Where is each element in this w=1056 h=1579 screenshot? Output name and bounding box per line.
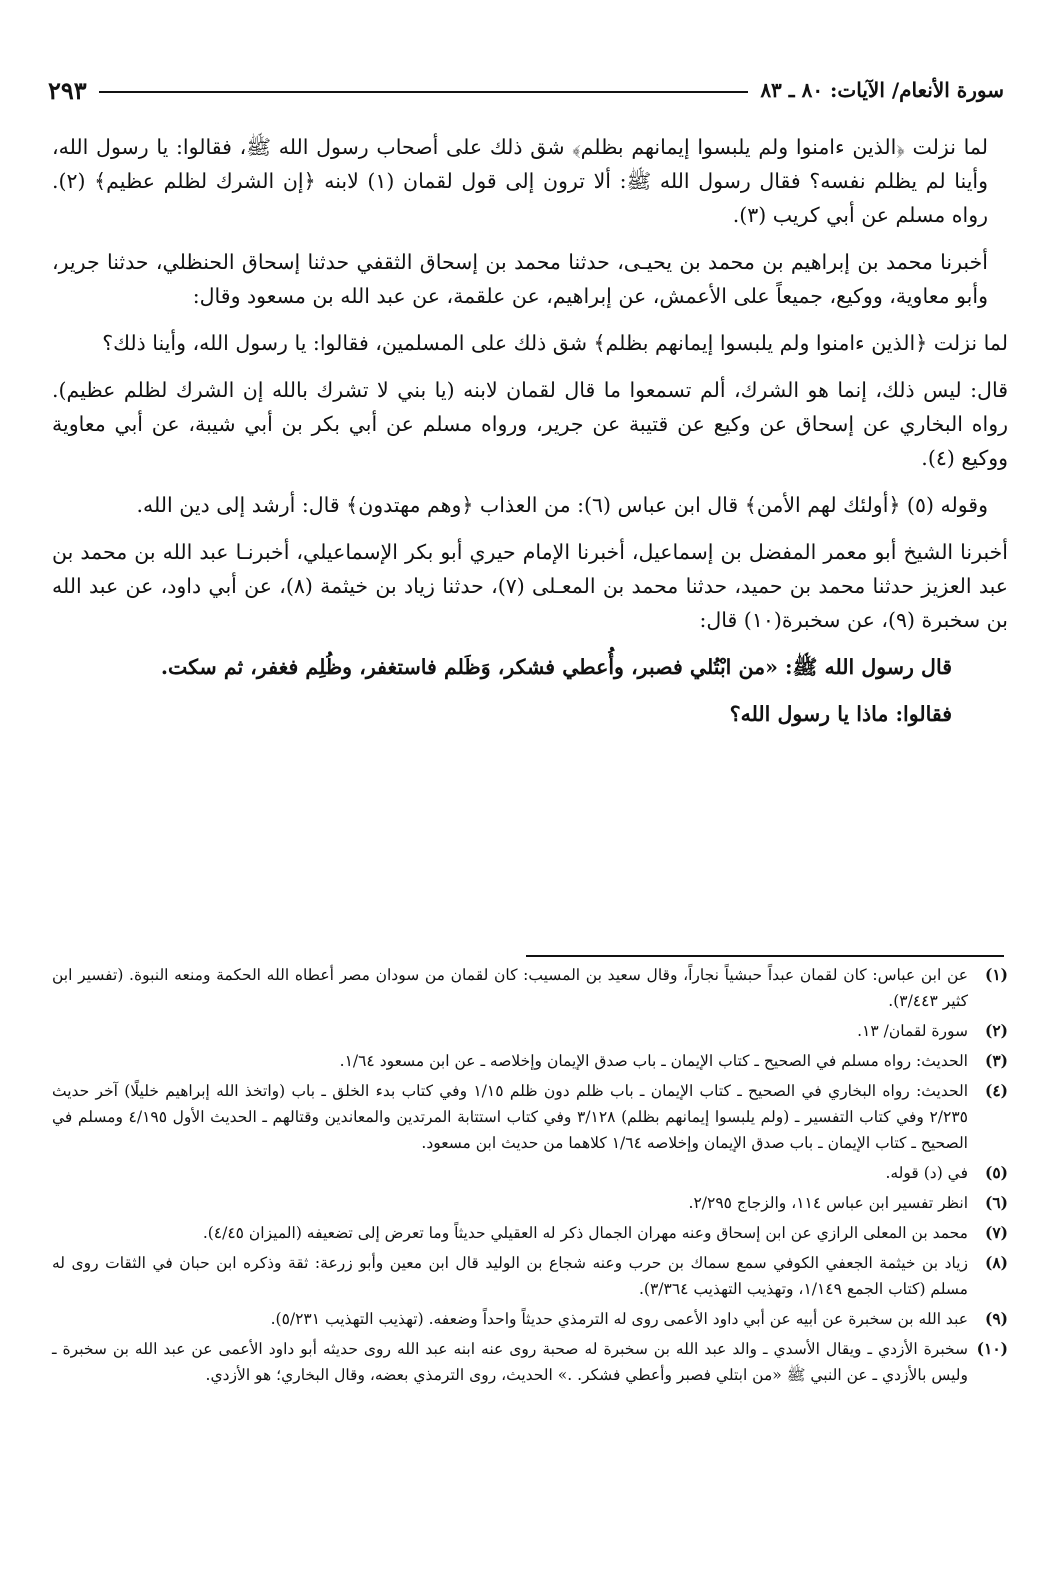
footnote-text: عبد الله بن سخبرة عن أبيه عن أبي داود الأعمى روى له الترمذي حديثاً واحداً وضعفه. (تهذيب التهذيب ٥/٢٣١). bbox=[270, 1310, 968, 1328]
footnotes bbox=[52, 962, 1008, 1392]
footnote-number: (١) bbox=[984, 965, 1008, 984]
paragraph-2: أخبرنا محمد بن إبراهيم بن محمد بن يحيـى، حدثنا محمد بن إسحاق الثقفي حدثنا إسحاق الحنظلي، حدثنا جرير، وأبو معاوية، ووكيع، جميعاً على الأعمش، عن إبراهيم، عن علقمة، عن عبد الله بن مسعود وقال: bbox=[52, 250, 988, 308]
paragraph-1: لما نزلت ﴿الذين ءامنوا ولم يلبسوا إيمانهم بظلم﴾ شق ذلك على أصحاب رسول الله ﷺ، فقالوا: يا رسول الله، وأينا لم يظلم نفسه؟ فقال رسول الله ﷺ: ألا ترون إلى قول لقمان (١) لابنه ﴿إن الشرك لظلم عظيم﴾ (٢). رواه مسلم عن أبي كريب (٣). bbox=[52, 135, 988, 227]
footnote bbox=[52, 962, 1008, 1014]
footnote bbox=[52, 1078, 1008, 1156]
page-number: ٢٩٣ bbox=[48, 75, 87, 105]
footnote-text: الحديث: رواه مسلم في الصحيح ـ كتاب الإيمان ـ باب صدق الإيمان وإخلاصه ـ عن ابن مسعود ١/٦٤. bbox=[339, 1052, 968, 1070]
footnote-number: (٩) bbox=[984, 1309, 1008, 1328]
footnote-text: في (د) قوله. bbox=[885, 1164, 968, 1182]
paragraph-5: وقوله (٥) ﴿أولئك لهم الأمن﴾ قال ابن عباس (٦): من العذاب ﴿وهم مهتدون﴾ قال: أرشد إلى دين الله. bbox=[136, 493, 988, 517]
footnote-number: (٧) bbox=[984, 1223, 1008, 1242]
footnote bbox=[52, 1220, 1008, 1246]
paragraph-6: أخبرنا الشيخ أبو معمر المفضل بن إسماعيل، أخبرنا الإمام حيري أبو بكر الإسماعيلي، أخبرنـا عبد الله بن محمد بن عبد العزيز حدثنا محمد بن حميد، حدثنا محمد بن المعـلى (٧)، حدثنا زياد بن خيثمة (٨)، عن أبي داود، عن عبد الله بن سخبرة (٩)، عن سخبرة(١٠) قال: bbox=[52, 540, 1008, 632]
footnote bbox=[52, 1160, 1008, 1186]
footnote bbox=[52, 1336, 1008, 1388]
footnote bbox=[52, 1190, 1008, 1216]
footnote-number: (٤) bbox=[984, 1081, 1008, 1100]
footnote-text: عن ابن عباس: كان لقمان عبداً حبشياً نجاراً، وقال سعيد بن المسيب: كان لقمان من سودان مصر أعطاه الله الحكمة ومنعه النبوة. (تفسير ابن كثير ٣/٤٤٣). bbox=[52, 966, 968, 1010]
footnote-number: (٢) bbox=[984, 1021, 1008, 1040]
footnote-text: سورة لقمان/ ١٣. bbox=[857, 1022, 968, 1040]
footnote-text: انظر تفسير ابن عباس ١١٤، والزجاج ٢/٢٩٥. bbox=[688, 1194, 968, 1212]
paragraph-4: قال: ليس ذلك، إنما هو الشرك، ألم تسمعوا ما قال لقمان لابنه (يا بني لا تشرك بالله إن الشرك لظلم عظيم). رواه البخاري عن إسحاق عن وكيع عن قتيبة عن جرير، ورواه مسلم عن أبي بكر بن أبي شيبة، عن أبي معاوية ووكيع (٤). bbox=[52, 378, 1008, 470]
footnote-number: (١٠) bbox=[976, 1339, 1008, 1358]
footnote-text: سخبرة الأزدي ـ ويقال الأسدي ـ والد عبد الله بن سخبرة له صحبة روى عنه ابنه عبد الله روى حديثه أبو داود الأعمى عن عبد الله بن سخبرة ـ وليس بالأزدي ـ عن النبي ﷺ «من ابتلي فصبر وأعطي فشكر. .» الحديث، روى الترمذي بعضه، وقال البخاري؛ هو الأزدي. bbox=[52, 1340, 968, 1384]
footnote-number: (٨) bbox=[984, 1253, 1008, 1272]
footnote-text: الحديث: رواه البخاري في الصحيح ـ كتاب الإيمان ـ باب ظلم دون ظلم ١/١٥ وفي كتاب بدء الخلق ـ باب (واتخذ الله إبراهيم خليلًا) آخر حديث ٢/٢٣٥ وفي كتاب التفسير ـ (ولم يلبسوا إيمانهم بظلم) ٣/١٢٨ وفي كتاب استتابة المرتدين والمعاندين وقتالهم ـ الحديث الأول ٤/١٩٥ ومسلم في الصحيح ـ كتاب الإيمان ـ باب صدق الإيمان وإخلاصه ١/٦٤ كلاهما من حديث ابن مسعود. bbox=[52, 1082, 968, 1152]
footnote bbox=[52, 1250, 1008, 1302]
footnote-text: زياد بن خيثمة الجعفي الكوفي سمع سماك بن حرب وعنه شجاع بن الوليد قال ابن معين وأبو زرعة: ثقة وذكره ابن حبان في الثقات روى له مسلم (كتاب الجمع ١/١٤٩، وتهذيب التهذيب ٣/٣٦٤). bbox=[52, 1254, 968, 1298]
footnote-number: (٣) bbox=[984, 1051, 1008, 1070]
footnote bbox=[52, 1048, 1008, 1074]
footnote-text: محمد بن المعلى الرازي عن ابن إسحاق وعنه مهران الجمال ذكر له العقيلي حديثاً وما تعرض إلى تضعيفه (الميزان ٤/٤٥). bbox=[202, 1224, 968, 1242]
header-rule bbox=[99, 91, 749, 93]
footnote-separator bbox=[526, 955, 1004, 957]
main-text bbox=[52, 130, 1008, 744]
paragraph-7: قال رسول الله ﷺ: «من ابْتُلي فصبر، وأُعطي فشكر، وَظَلم فاستغفر، وظُلِم فغفر، ثم سكت. bbox=[160, 655, 952, 679]
paragraph-8: فقالوا: ماذا يا رسول الله؟ bbox=[729, 702, 952, 726]
running-header bbox=[48, 70, 1004, 110]
chapter-title: سورة الأنعام/ الآيات: ٨٠ ـ ٨٣ bbox=[760, 78, 1004, 102]
footnote-number: (٦) bbox=[984, 1193, 1008, 1212]
footnote bbox=[52, 1018, 1008, 1044]
footnote-number: (٥) bbox=[984, 1163, 1008, 1182]
paragraph-3: لما نزلت ﴿الذين ءامنوا ولم يلبسوا إيمانهم بظلم﴾ شق ذلك على المسلمين، فقالوا: يا رسول الله، وأينا ذلك؟ bbox=[102, 331, 1008, 355]
footnote bbox=[52, 1306, 1008, 1332]
